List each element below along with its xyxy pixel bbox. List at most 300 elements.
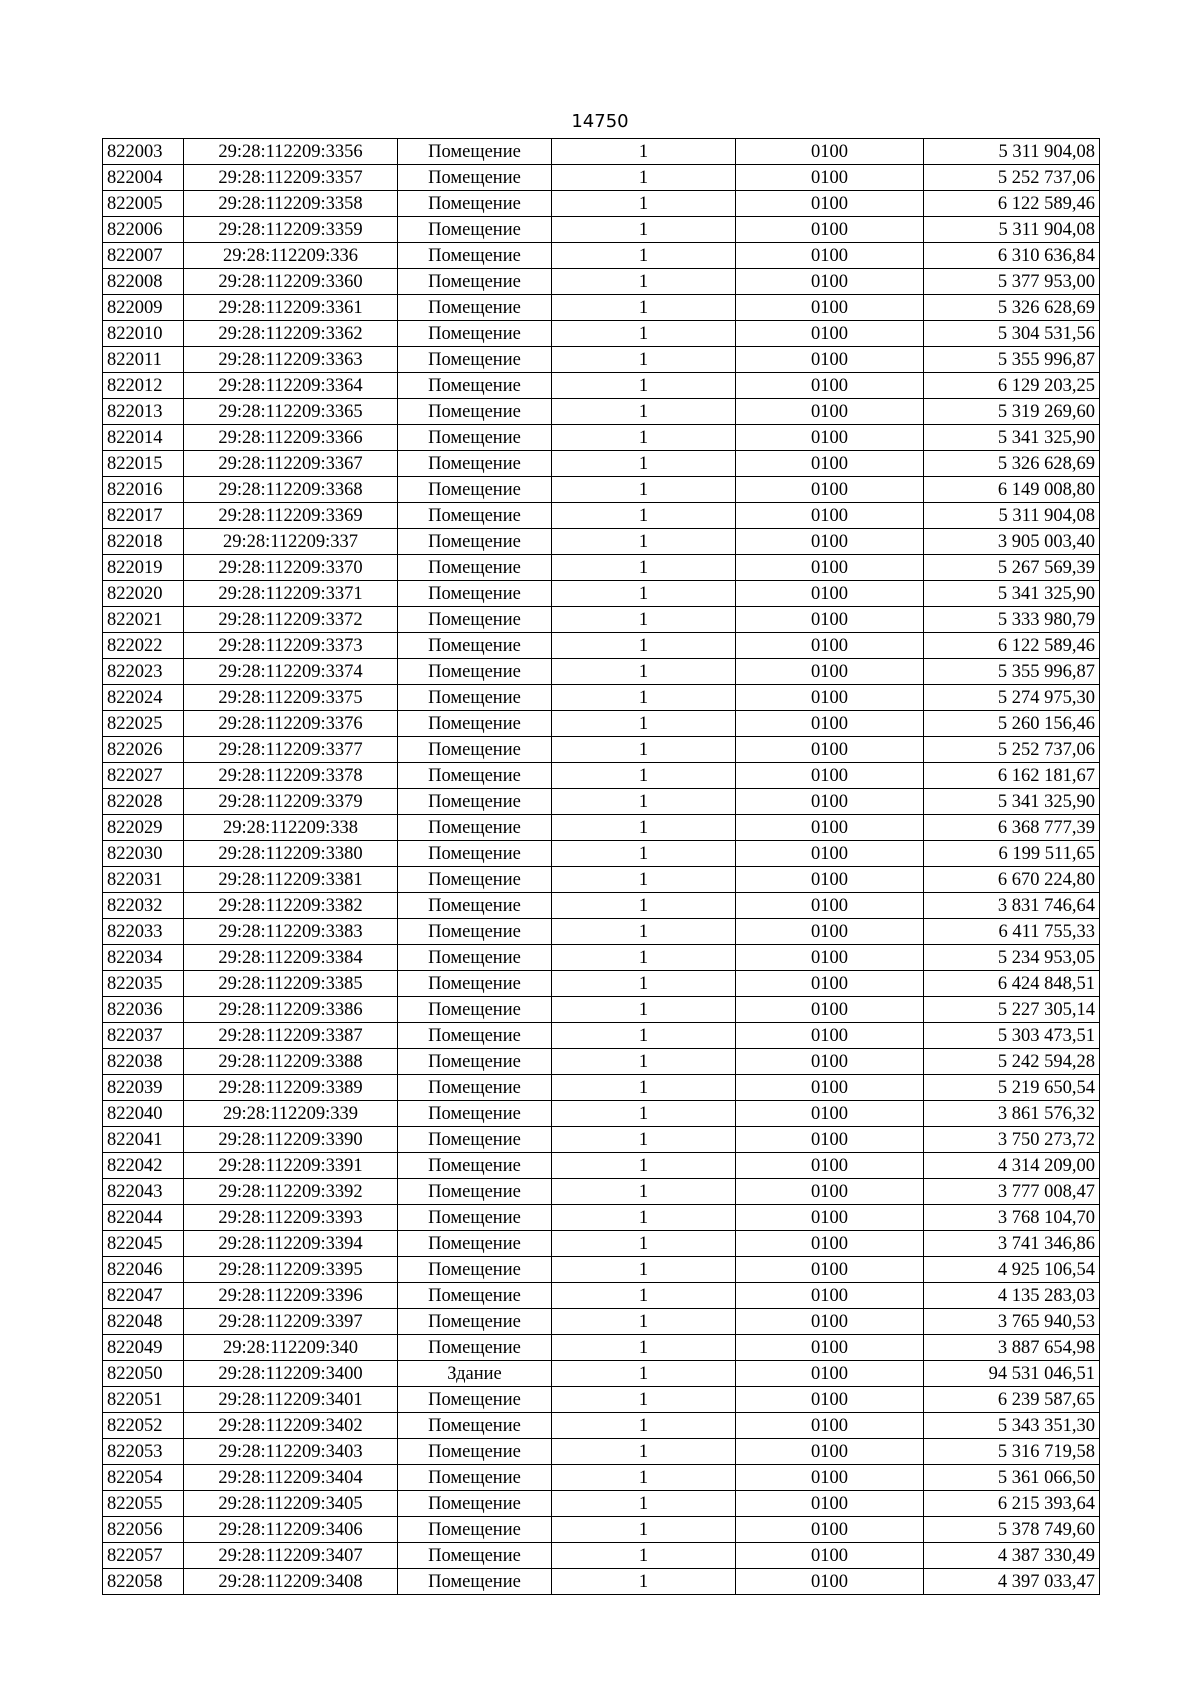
cadastral-number-cell: 29:28:112209:3360 [184, 269, 398, 295]
object-type-cell: Помещение [398, 1231, 552, 1257]
value-cell: 5 341 325,90 [924, 789, 1100, 815]
object-type-cell: Помещение [398, 1387, 552, 1413]
object-type-cell: Помещение [398, 555, 552, 581]
quantity-cell: 1 [552, 711, 736, 737]
row-number-cell: 822045 [103, 1231, 184, 1257]
table-row [103, 685, 1100, 711]
cadastral-number-cell: 29:28:112209:3383 [184, 919, 398, 945]
object-type-cell: Помещение [398, 841, 552, 867]
table-row [103, 1257, 1100, 1283]
object-type-cell: Помещение [398, 1517, 552, 1543]
table-row [103, 1283, 1100, 1309]
object-type-cell: Помещение [398, 269, 552, 295]
quantity-cell: 1 [552, 555, 736, 581]
value-cell: 6 368 777,39 [924, 815, 1100, 841]
quantity-cell: 1 [552, 1153, 736, 1179]
quantity-cell: 1 [552, 1205, 736, 1231]
value-cell: 5 311 904,08 [924, 503, 1100, 529]
cadastral-number-cell: 29:28:112209:3407 [184, 1543, 398, 1569]
quantity-cell: 1 [552, 1231, 736, 1257]
code-cell: 0100 [736, 269, 924, 295]
row-number-cell: 822008 [103, 269, 184, 295]
object-type-cell: Помещение [398, 451, 552, 477]
row-number-cell: 822009 [103, 295, 184, 321]
object-type-cell: Помещение [398, 165, 552, 191]
code-cell: 0100 [736, 1179, 924, 1205]
table-row [103, 1387, 1100, 1413]
object-type-cell: Помещение [398, 1127, 552, 1153]
code-cell: 0100 [736, 1465, 924, 1491]
object-type-cell: Помещение [398, 373, 552, 399]
table-row [103, 269, 1100, 295]
value-cell: 6 239 587,65 [924, 1387, 1100, 1413]
quantity-cell: 1 [552, 451, 736, 477]
cadastral-number-cell: 29:28:112209:3358 [184, 191, 398, 217]
quantity-cell: 1 [552, 1127, 736, 1153]
code-cell: 0100 [736, 1517, 924, 1543]
table-row [103, 217, 1100, 243]
row-number-cell: 822032 [103, 893, 184, 919]
code-cell: 0100 [736, 1257, 924, 1283]
code-cell: 0100 [736, 1023, 924, 1049]
code-cell: 0100 [736, 555, 924, 581]
cadastral-number-cell: 29:28:112209:3394 [184, 1231, 398, 1257]
code-cell: 0100 [736, 347, 924, 373]
row-number-cell: 822040 [103, 1101, 184, 1127]
row-number-cell: 822005 [103, 191, 184, 217]
row-number-cell: 822020 [103, 581, 184, 607]
cadastral-number-cell: 29:28:112209:3379 [184, 789, 398, 815]
code-cell: 0100 [736, 373, 924, 399]
code-cell: 0100 [736, 945, 924, 971]
row-number-cell: 822053 [103, 1439, 184, 1465]
value-cell: 5 227 305,14 [924, 997, 1100, 1023]
code-cell: 0100 [736, 1075, 924, 1101]
quantity-cell: 1 [552, 1283, 736, 1309]
row-number-cell: 822016 [103, 477, 184, 503]
value-cell: 5 219 650,54 [924, 1075, 1100, 1101]
quantity-cell: 1 [552, 971, 736, 997]
table-row [103, 971, 1100, 997]
quantity-cell: 1 [552, 1387, 736, 1413]
row-number-cell: 822034 [103, 945, 184, 971]
quantity-cell: 1 [552, 1075, 736, 1101]
value-cell: 4 925 106,54 [924, 1257, 1100, 1283]
table-row [103, 997, 1100, 1023]
code-cell: 0100 [736, 815, 924, 841]
code-cell: 0100 [736, 997, 924, 1023]
cadastral-number-cell: 29:28:112209:3406 [184, 1517, 398, 1543]
row-number-cell: 822029 [103, 815, 184, 841]
quantity-cell: 1 [552, 607, 736, 633]
quantity-cell: 1 [552, 1179, 736, 1205]
cadastral-number-cell: 29:28:112209:3386 [184, 997, 398, 1023]
quantity-cell: 1 [552, 841, 736, 867]
cadastral-number-cell: 29:28:112209:3405 [184, 1491, 398, 1517]
value-cell: 5 311 904,08 [924, 217, 1100, 243]
cadastral-number-cell: 29:28:112209:3403 [184, 1439, 398, 1465]
value-cell: 5 234 953,05 [924, 945, 1100, 971]
value-cell: 5 341 325,90 [924, 425, 1100, 451]
page-number: 14750 [571, 111, 629, 132]
quantity-cell: 1 [552, 789, 736, 815]
cadastral-number-cell: 29:28:112209:3396 [184, 1283, 398, 1309]
value-cell: 5 274 975,30 [924, 685, 1100, 711]
row-number-cell: 822027 [103, 763, 184, 789]
row-number-cell: 822004 [103, 165, 184, 191]
value-cell: 5 252 737,06 [924, 165, 1100, 191]
object-type-cell: Помещение [398, 685, 552, 711]
quantity-cell: 1 [552, 373, 736, 399]
registry-table [102, 138, 1100, 1595]
code-cell: 0100 [736, 737, 924, 763]
row-number-cell: 822042 [103, 1153, 184, 1179]
row-number-cell: 822024 [103, 685, 184, 711]
row-number-cell: 822031 [103, 867, 184, 893]
object-type-cell: Помещение [398, 1569, 552, 1595]
object-type-cell: Помещение [398, 139, 552, 165]
quantity-cell: 1 [552, 1023, 736, 1049]
cadastral-number-cell: 29:28:112209:3382 [184, 893, 398, 919]
code-cell: 0100 [736, 477, 924, 503]
code-cell: 0100 [736, 321, 924, 347]
value-cell: 5 319 269,60 [924, 399, 1100, 425]
quantity-cell: 1 [552, 503, 736, 529]
row-number-cell: 822048 [103, 1309, 184, 1335]
value-cell: 5 311 904,08 [924, 139, 1100, 165]
quantity-cell: 1 [552, 1335, 736, 1361]
quantity-cell: 1 [552, 269, 736, 295]
table-row [103, 1413, 1100, 1439]
value-cell: 3 765 940,53 [924, 1309, 1100, 1335]
table-row [103, 1023, 1100, 1049]
value-cell: 6 310 636,84 [924, 243, 1100, 269]
code-cell: 0100 [736, 191, 924, 217]
row-number-cell: 822003 [103, 139, 184, 165]
object-type-cell: Помещение [398, 1023, 552, 1049]
object-type-cell: Помещение [398, 659, 552, 685]
cadastral-number-cell: 29:28:112209:3400 [184, 1361, 398, 1387]
object-type-cell: Помещение [398, 1439, 552, 1465]
row-number-cell: 822055 [103, 1491, 184, 1517]
object-type-cell: Помещение [398, 1283, 552, 1309]
value-cell: 4 314 209,00 [924, 1153, 1100, 1179]
code-cell: 0100 [736, 919, 924, 945]
row-number-cell: 822043 [103, 1179, 184, 1205]
code-cell: 0100 [736, 399, 924, 425]
table-row [103, 607, 1100, 633]
table-row [103, 815, 1100, 841]
value-cell: 5 252 737,06 [924, 737, 1100, 763]
code-cell: 0100 [736, 243, 924, 269]
table-row [103, 893, 1100, 919]
object-type-cell: Помещение [398, 971, 552, 997]
quantity-cell: 1 [552, 997, 736, 1023]
row-number-cell: 822054 [103, 1465, 184, 1491]
cadastral-number-cell: 29:28:112209:3397 [184, 1309, 398, 1335]
row-number-cell: 822033 [103, 919, 184, 945]
code-cell: 0100 [736, 659, 924, 685]
object-type-cell: Помещение [398, 1049, 552, 1075]
table-row [103, 1491, 1100, 1517]
row-number-cell: 822015 [103, 451, 184, 477]
value-cell: 4 135 283,03 [924, 1283, 1100, 1309]
table-row [103, 477, 1100, 503]
table-row [103, 1049, 1100, 1075]
table-row [103, 945, 1100, 971]
table-row [103, 1127, 1100, 1153]
code-cell: 0100 [736, 529, 924, 555]
cadastral-number-cell: 29:28:112209:3367 [184, 451, 398, 477]
quantity-cell: 1 [552, 217, 736, 243]
object-type-cell: Помещение [398, 191, 552, 217]
code-cell: 0100 [736, 1205, 924, 1231]
object-type-cell: Помещение [398, 1179, 552, 1205]
cadastral-number-cell: 29:28:112209:3377 [184, 737, 398, 763]
value-cell: 5 333 980,79 [924, 607, 1100, 633]
table-row [103, 191, 1100, 217]
row-number-cell: 822025 [103, 711, 184, 737]
cadastral-number-cell: 29:28:112209:3381 [184, 867, 398, 893]
value-cell: 5 303 473,51 [924, 1023, 1100, 1049]
cadastral-number-cell: 29:28:112209:3372 [184, 607, 398, 633]
object-type-cell: Помещение [398, 633, 552, 659]
cadastral-number-cell: 29:28:112209:3391 [184, 1153, 398, 1179]
row-number-cell: 822017 [103, 503, 184, 529]
object-type-cell: Помещение [398, 399, 552, 425]
cadastral-number-cell: 29:28:112209:3393 [184, 1205, 398, 1231]
value-cell: 4 397 033,47 [924, 1569, 1100, 1595]
object-type-cell: Помещение [398, 1101, 552, 1127]
row-number-cell: 822006 [103, 217, 184, 243]
quantity-cell: 1 [552, 737, 736, 763]
table-row [103, 373, 1100, 399]
quantity-cell: 1 [552, 139, 736, 165]
table-row [103, 425, 1100, 451]
object-type-cell: Помещение [398, 1335, 552, 1361]
table-row [103, 659, 1100, 685]
row-number-cell: 822036 [103, 997, 184, 1023]
object-type-cell: Помещение [398, 1205, 552, 1231]
row-number-cell: 822019 [103, 555, 184, 581]
row-number-cell: 822028 [103, 789, 184, 815]
cadastral-number-cell: 29:28:112209:339 [184, 1101, 398, 1127]
cadastral-number-cell: 29:28:112209:3366 [184, 425, 398, 451]
table-row [103, 1179, 1100, 1205]
code-cell: 0100 [736, 1361, 924, 1387]
quantity-cell: 1 [552, 1465, 736, 1491]
object-type-cell: Здание [398, 1361, 552, 1387]
object-type-cell: Помещение [398, 347, 552, 373]
object-type-cell: Помещение [398, 867, 552, 893]
cadastral-number-cell: 29:28:112209:3369 [184, 503, 398, 529]
object-type-cell: Помещение [398, 1309, 552, 1335]
object-type-cell: Помещение [398, 919, 552, 945]
cadastral-number-cell: 29:28:112209:3365 [184, 399, 398, 425]
cadastral-number-cell: 29:28:112209:3373 [184, 633, 398, 659]
table-row [103, 737, 1100, 763]
object-type-cell: Помещение [398, 711, 552, 737]
cadastral-number-cell: 29:28:112209:3371 [184, 581, 398, 607]
table-row [103, 243, 1100, 269]
value-cell: 3 741 346,86 [924, 1231, 1100, 1257]
row-number-cell: 822057 [103, 1543, 184, 1569]
object-type-cell: Помещение [398, 477, 552, 503]
value-cell: 6 162 181,67 [924, 763, 1100, 789]
quantity-cell: 1 [552, 581, 736, 607]
table-row [103, 1101, 1100, 1127]
value-cell: 5 304 531,56 [924, 321, 1100, 347]
value-cell: 5 378 749,60 [924, 1517, 1100, 1543]
row-number-cell: 822021 [103, 607, 184, 633]
code-cell: 0100 [736, 763, 924, 789]
code-cell: 0100 [736, 607, 924, 633]
object-type-cell: Помещение [398, 529, 552, 555]
value-cell: 6 149 008,80 [924, 477, 1100, 503]
code-cell: 0100 [736, 1231, 924, 1257]
code-cell: 0100 [736, 789, 924, 815]
row-number-cell: 822007 [103, 243, 184, 269]
quantity-cell: 1 [552, 945, 736, 971]
value-cell: 6 215 393,64 [924, 1491, 1100, 1517]
value-cell: 5 326 628,69 [924, 451, 1100, 477]
cadastral-number-cell: 29:28:112209:3408 [184, 1569, 398, 1595]
value-cell: 5 355 996,87 [924, 659, 1100, 685]
object-type-cell: Помещение [398, 737, 552, 763]
row-number-cell: 822056 [103, 1517, 184, 1543]
value-cell: 5 267 569,39 [924, 555, 1100, 581]
quantity-cell: 1 [552, 399, 736, 425]
cadastral-number-cell: 29:28:112209:3362 [184, 321, 398, 347]
cadastral-number-cell: 29:28:112209:3380 [184, 841, 398, 867]
quantity-cell: 1 [552, 295, 736, 321]
row-number-cell: 822046 [103, 1257, 184, 1283]
cadastral-number-cell: 29:28:112209:340 [184, 1335, 398, 1361]
code-cell: 0100 [736, 633, 924, 659]
object-type-cell: Помещение [398, 815, 552, 841]
table-row [103, 633, 1100, 659]
code-cell: 0100 [736, 1309, 924, 1335]
row-number-cell: 822013 [103, 399, 184, 425]
quantity-cell: 1 [552, 1517, 736, 1543]
value-cell: 3 887 654,98 [924, 1335, 1100, 1361]
cadastral-number-cell: 29:28:112209:3387 [184, 1023, 398, 1049]
cadastral-number-cell: 29:28:112209:3402 [184, 1413, 398, 1439]
value-cell: 5 341 325,90 [924, 581, 1100, 607]
row-number-cell: 822022 [103, 633, 184, 659]
quantity-cell: 1 [552, 1543, 736, 1569]
table-row [103, 295, 1100, 321]
cadastral-number-cell: 29:28:112209:3392 [184, 1179, 398, 1205]
row-number-cell: 822026 [103, 737, 184, 763]
object-type-cell: Помещение [398, 763, 552, 789]
row-number-cell: 822023 [103, 659, 184, 685]
row-number-cell: 822052 [103, 1413, 184, 1439]
quantity-cell: 1 [552, 1361, 736, 1387]
table-row [103, 581, 1100, 607]
object-type-cell: Помещение [398, 243, 552, 269]
code-cell: 0100 [736, 867, 924, 893]
value-cell: 5 326 628,69 [924, 295, 1100, 321]
code-cell: 0100 [736, 1101, 924, 1127]
code-cell: 0100 [736, 295, 924, 321]
code-cell: 0100 [736, 217, 924, 243]
value-cell: 5 377 953,00 [924, 269, 1100, 295]
row-number-cell: 822014 [103, 425, 184, 451]
object-type-cell: Помещение [398, 945, 552, 971]
value-cell: 6 122 589,46 [924, 633, 1100, 659]
cadastral-number-cell: 29:28:112209:3374 [184, 659, 398, 685]
quantity-cell: 1 [552, 763, 736, 789]
quantity-cell: 1 [552, 243, 736, 269]
quantity-cell: 1 [552, 1439, 736, 1465]
object-type-cell: Помещение [398, 1075, 552, 1101]
value-cell: 3 861 576,32 [924, 1101, 1100, 1127]
quantity-cell: 1 [552, 659, 736, 685]
table-row [103, 1231, 1100, 1257]
row-number-cell: 822018 [103, 529, 184, 555]
row-number-cell: 822050 [103, 1361, 184, 1387]
object-type-cell: Помещение [398, 503, 552, 529]
row-number-cell: 822011 [103, 347, 184, 373]
value-cell: 6 424 848,51 [924, 971, 1100, 997]
row-number-cell: 822047 [103, 1283, 184, 1309]
table-body [103, 139, 1100, 1595]
table-row [103, 1439, 1100, 1465]
quantity-cell: 1 [552, 1413, 736, 1439]
row-number-cell: 822049 [103, 1335, 184, 1361]
table-row [103, 763, 1100, 789]
table-row [103, 919, 1100, 945]
cadastral-number-cell: 29:28:112209:3357 [184, 165, 398, 191]
cadastral-number-cell: 29:28:112209:3370 [184, 555, 398, 581]
cadastral-number-cell: 29:28:112209:3401 [184, 1387, 398, 1413]
cadastral-number-cell: 29:28:112209:3385 [184, 971, 398, 997]
cadastral-number-cell: 29:28:112209:3375 [184, 685, 398, 711]
code-cell: 0100 [736, 581, 924, 607]
quantity-cell: 1 [552, 477, 736, 503]
object-type-cell: Помещение [398, 607, 552, 633]
cadastral-number-cell: 29:28:112209:3356 [184, 139, 398, 165]
value-cell: 6 129 203,25 [924, 373, 1100, 399]
table-row [103, 555, 1100, 581]
table-row [103, 139, 1100, 165]
value-cell: 5 355 996,87 [924, 347, 1100, 373]
cadastral-number-cell: 29:28:112209:3390 [184, 1127, 398, 1153]
quantity-cell: 1 [552, 347, 736, 373]
code-cell: 0100 [736, 1127, 924, 1153]
quantity-cell: 1 [552, 919, 736, 945]
row-number-cell: 822058 [103, 1569, 184, 1595]
table-row [103, 841, 1100, 867]
table-row [103, 165, 1100, 191]
object-type-cell: Помещение [398, 581, 552, 607]
quantity-cell: 1 [552, 1101, 736, 1127]
object-type-cell: Помещение [398, 893, 552, 919]
cadastral-number-cell: 29:28:112209:3363 [184, 347, 398, 373]
value-cell: 3 831 746,64 [924, 893, 1100, 919]
cadastral-number-cell: 29:28:112209:3384 [184, 945, 398, 971]
table-row [103, 1361, 1100, 1387]
quantity-cell: 1 [552, 425, 736, 451]
object-type-cell: Помещение [398, 997, 552, 1023]
code-cell: 0100 [736, 503, 924, 529]
quantity-cell: 1 [552, 321, 736, 347]
object-type-cell: Помещение [398, 1465, 552, 1491]
cadastral-number-cell: 29:28:112209:3359 [184, 217, 398, 243]
cadastral-number-cell: 29:28:112209:3376 [184, 711, 398, 737]
code-cell: 0100 [736, 1439, 924, 1465]
